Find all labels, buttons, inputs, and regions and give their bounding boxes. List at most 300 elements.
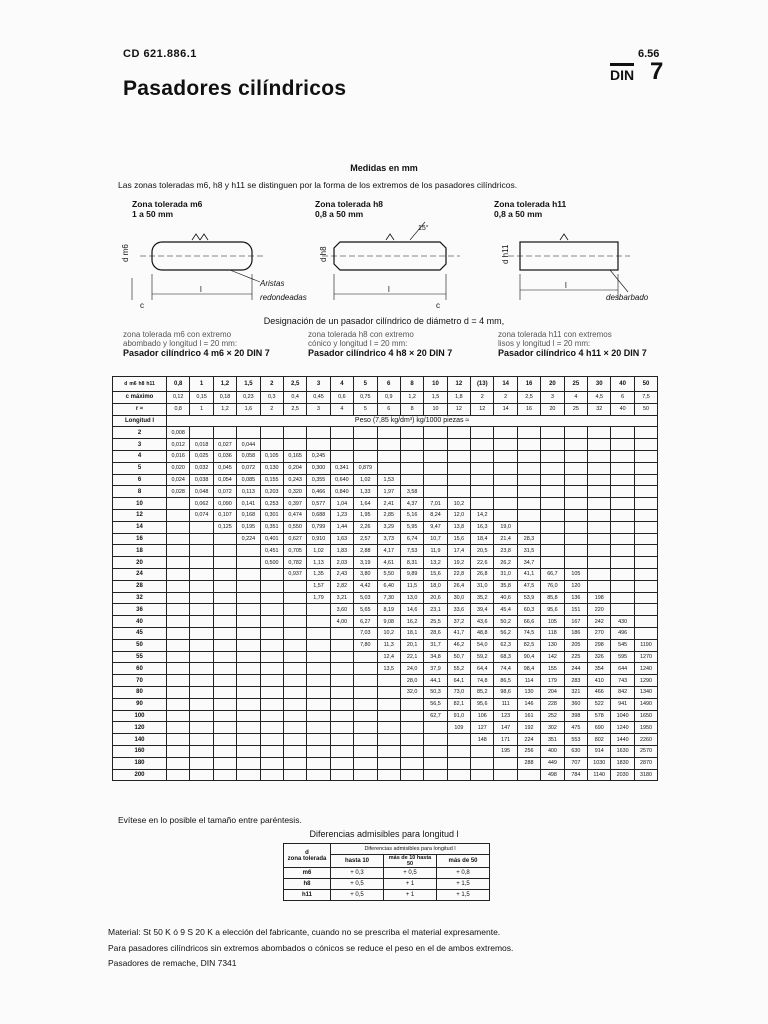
weight-cell (213, 639, 236, 651)
length-cell: 4 (113, 450, 167, 462)
weight-cell (213, 651, 236, 663)
weight-cell (260, 580, 283, 592)
label-c-h8: c (436, 301, 440, 310)
weight-cell (260, 639, 283, 651)
weight-cell: 7,80 (354, 639, 377, 651)
diameter-cell: 10 (424, 377, 447, 392)
weight-cell (564, 545, 587, 557)
weight-cell: 0,466 (307, 486, 330, 498)
r-cell: 4 (330, 403, 353, 415)
r-cell: 10 (424, 403, 447, 415)
label-l-h11: l (565, 281, 567, 290)
diff-col-2: más de 10 hasta 50 (384, 855, 437, 868)
weight-cell (471, 450, 494, 462)
weight-cell: 1240 (611, 722, 634, 734)
weight-cell (634, 509, 657, 521)
weight-cell (190, 710, 213, 722)
weight-cell (377, 439, 400, 451)
weight-cell (377, 769, 400, 781)
weight-cell: 127 (471, 722, 494, 734)
weight-cell: 86,5 (494, 675, 517, 687)
weight-cell (190, 722, 213, 734)
table-row (113, 604, 658, 616)
diameter-cell: 14 (494, 377, 517, 392)
weight-cell: 4,61 (377, 557, 400, 569)
weight-cell (564, 509, 587, 521)
weight-cell (447, 745, 470, 757)
weight-cell (190, 627, 213, 639)
weight-cell (260, 734, 283, 746)
weight-cell: 784 (564, 769, 587, 781)
weight-cell: 0,028 (167, 486, 190, 498)
weight-cell (541, 533, 564, 545)
weight-cell (588, 509, 611, 521)
weight-cell (167, 509, 190, 521)
designation-h11 (498, 330, 678, 358)
weight-cell (400, 698, 423, 710)
length-cell: 24 (113, 568, 167, 580)
weight-cell: 9,47 (424, 521, 447, 533)
weight-cell: 400 (541, 745, 564, 757)
weight-cell (494, 450, 517, 462)
weight-cell (564, 439, 587, 451)
weight-cell (517, 769, 540, 781)
weight-cell: 0,018 (190, 439, 213, 451)
weight-cell: 3,80 (354, 568, 377, 580)
weight-cell (611, 509, 634, 521)
weight-cell: 7,01 (424, 498, 447, 510)
weight-cell (213, 745, 236, 757)
weight-cell (167, 580, 190, 592)
weight-cell: 298 (588, 639, 611, 651)
weight-cell: 496 (611, 627, 634, 639)
weight-cell: 171 (494, 734, 517, 746)
weight-cell: 26,8 (471, 568, 494, 580)
weight-cell: 18,0 (424, 580, 447, 592)
weight-cell (611, 439, 634, 451)
c-cell: 4,5 (588, 392, 611, 404)
length-cell: 50 (113, 639, 167, 651)
c-cell: 0,6 (330, 392, 353, 404)
weight-cell (541, 439, 564, 451)
diff-head-group: Diferencias admisibles para longitud l (331, 844, 490, 855)
weight-cell (260, 769, 283, 781)
weight-cell (611, 462, 634, 474)
weight-cell (424, 462, 447, 474)
weight-cell (377, 675, 400, 687)
weight-cell: 13,2 (424, 557, 447, 569)
weight-cell (447, 450, 470, 462)
weight-cell: 0,074 (190, 509, 213, 521)
weight-cell: 17,4 (447, 545, 470, 557)
weight-cell (260, 592, 283, 604)
weight-cell: 224 (517, 734, 540, 746)
weight-cell (541, 509, 564, 521)
weight-cell: 644 (611, 663, 634, 675)
weight-cell: 398 (564, 710, 587, 722)
diff-col-3: más de 50 (437, 855, 490, 868)
weight-cell: 7,03 (354, 627, 377, 639)
weight-cell: 19,2 (447, 557, 470, 569)
diameter-row (113, 377, 658, 392)
weight-cell (494, 474, 517, 486)
weight-cell (634, 439, 657, 451)
weight-cell: 50,3 (424, 686, 447, 698)
weight-cell (354, 675, 377, 687)
document-code: CD 621.886.1 (123, 48, 197, 60)
weight-cell: 186 (564, 627, 587, 639)
weight-cell (377, 698, 400, 710)
table-row (113, 521, 658, 533)
weight-cell (400, 722, 423, 734)
diameter-cell: 6 (377, 377, 400, 392)
weight-cell (283, 604, 306, 616)
length-cell: 120 (113, 722, 167, 734)
weight-cell: 3,60 (330, 604, 353, 616)
table-row (113, 745, 658, 757)
weight-cell: 4,17 (377, 545, 400, 557)
weight-cell (541, 450, 564, 462)
weight-cell: 0,203 (260, 486, 283, 498)
weight-cell (517, 427, 540, 439)
weight-cell: 34,8 (424, 651, 447, 663)
weight-cell: 16,2 (400, 616, 423, 628)
weight-cell (237, 568, 260, 580)
length-cell: 180 (113, 757, 167, 769)
weight-cell (167, 545, 190, 557)
din-label: DIN (610, 63, 634, 83)
weight-cell: 0,627 (283, 533, 306, 545)
weight-cell: 0,474 (283, 509, 306, 521)
weight-cell (424, 427, 447, 439)
r-cell: 0,8 (167, 403, 190, 415)
weight-cell: 130 (541, 639, 564, 651)
weight-cell: 15,6 (424, 568, 447, 580)
label-l-m6: l (200, 285, 202, 294)
weight-cell (283, 722, 306, 734)
zone-m6-header (132, 199, 202, 219)
weight-cell: 326 (588, 651, 611, 663)
d-label: d (124, 380, 128, 387)
weight-cell: 95,6 (541, 604, 564, 616)
weight-cell: 44,1 (424, 675, 447, 687)
weight-cell (611, 580, 634, 592)
weight-cell: 0,840 (330, 486, 353, 498)
weight-cell: 0,072 (213, 486, 236, 498)
weight-cell (307, 604, 330, 616)
label-d-h11: d h11 (501, 244, 510, 264)
weight-cell (354, 757, 377, 769)
diameter-cell: (13) (471, 377, 494, 392)
weight-cell (377, 722, 400, 734)
weight-cell: 161 (517, 710, 540, 722)
table-row (113, 533, 658, 545)
r-cell: 2 (260, 403, 283, 415)
weight-cell: 37,2 (447, 616, 470, 628)
weight-cell: 0,910 (307, 533, 330, 545)
weight-cell (213, 557, 236, 569)
weight-cell (634, 521, 657, 533)
weight-cell: 35,2 (471, 592, 494, 604)
weight-cell: 46,2 (447, 639, 470, 651)
weight-cell (260, 616, 283, 628)
weight-cell: 1,33 (354, 486, 377, 498)
weight-cell: 8,19 (377, 604, 400, 616)
weight-cell (354, 722, 377, 734)
weight-cell: 3,73 (377, 533, 400, 545)
weight-cell (564, 533, 587, 545)
table-row (113, 427, 658, 439)
weight-cell (237, 686, 260, 698)
weight-cell: 270 (588, 627, 611, 639)
weight-cell: 1,53 (377, 474, 400, 486)
weight-cell: 2030 (611, 769, 634, 781)
table-row (113, 698, 658, 710)
length-cell: 100 (113, 710, 167, 722)
weight-cell: 105 (564, 568, 587, 580)
table-row (113, 439, 658, 451)
weight-cell (611, 557, 634, 569)
weight-cell: 2,26 (354, 521, 377, 533)
weight-cell (307, 639, 330, 651)
weight-cell: 0,141 (237, 498, 260, 510)
zone-m6-title: Zona tolerada m6 (132, 199, 203, 209)
weight-cell (237, 627, 260, 639)
length-cell: 45 (113, 627, 167, 639)
weight-cell (213, 686, 236, 698)
weight-cell: 545 (611, 639, 634, 651)
weight-cell: 0,195 (237, 521, 260, 533)
diameter-cell: 12 (447, 377, 470, 392)
weight-cell: 5,50 (377, 568, 400, 580)
weight-cell: 2570 (634, 745, 657, 757)
weight-cell (611, 498, 634, 510)
r-cell: 50 (634, 403, 657, 415)
weight-cell: 13,8 (447, 521, 470, 533)
weight-cell (400, 462, 423, 474)
weight-cell (400, 450, 423, 462)
weight-cell (167, 757, 190, 769)
weight-cell: 0,204 (283, 462, 306, 474)
diff-col-1: hasta 10 (331, 855, 384, 868)
weight-cell: 31,0 (471, 580, 494, 592)
weight-cell (213, 568, 236, 580)
weight-cell (494, 498, 517, 510)
weight-cell: 23,1 (424, 604, 447, 616)
weight-cell: 1190 (634, 639, 657, 651)
weight-cell: 130 (517, 686, 540, 698)
weight-cell (634, 474, 657, 486)
designation-h8-line2: cónico y longitud l = 20 mm: (308, 339, 408, 348)
weight-cell (307, 616, 330, 628)
weight-cell: 1140 (588, 769, 611, 781)
weight-cell (611, 427, 634, 439)
weight-cell (471, 427, 494, 439)
weight-cell (237, 745, 260, 757)
r-cell: 2,5 (283, 403, 306, 415)
weight-cell (447, 734, 470, 746)
weight-cell (213, 663, 236, 675)
weight-cell: 1340 (634, 686, 657, 698)
weight-cell (190, 545, 213, 557)
weight-cell (424, 450, 447, 462)
length-cell: 20 (113, 557, 167, 569)
weight-cell: 6,40 (377, 580, 400, 592)
length-cell: 18 (113, 545, 167, 557)
weight-cell: 41,1 (517, 568, 540, 580)
table-row (113, 734, 658, 746)
label-l-h8: l (388, 285, 390, 294)
weight-cell: 0,355 (307, 474, 330, 486)
table-row (113, 545, 658, 557)
weight-cell: 10,7 (424, 533, 447, 545)
weight-cell (447, 769, 470, 781)
weight-cell: 3,21 (330, 592, 353, 604)
diameter-cell: 30 (588, 377, 611, 392)
weight-cell: 1,57 (307, 580, 330, 592)
weight-cell: 7,53 (400, 545, 423, 557)
weight-cell: 498 (541, 769, 564, 781)
diameter-cell: 25 (564, 377, 587, 392)
weight-cell: 20,1 (400, 639, 423, 651)
weight-cell: 179 (541, 675, 564, 687)
weight-cell: 82,5 (517, 639, 540, 651)
weight-cell (588, 486, 611, 498)
weight-cell (213, 675, 236, 687)
table-row (113, 462, 658, 474)
weight-cell (213, 616, 236, 628)
label-desbarbado: desbarbado (606, 293, 649, 302)
weight-cell (283, 580, 306, 592)
weight-cell (634, 557, 657, 569)
weight-cell: 54,0 (471, 639, 494, 651)
weight-cell (634, 462, 657, 474)
weight-cell (517, 486, 540, 498)
weight-cell (424, 734, 447, 746)
weight-cell: 256 (517, 745, 540, 757)
table-row (113, 769, 658, 781)
weight-cell: 2,03 (330, 557, 353, 569)
label-d-m6: d m6 (121, 244, 130, 262)
weight-cell: 31,0 (494, 568, 517, 580)
weight-cell (213, 698, 236, 710)
weight-cell (167, 675, 190, 687)
diameter-cell: 0,8 (167, 377, 190, 392)
weight-cell: 1240 (634, 663, 657, 675)
r-cell: 1 (190, 403, 213, 415)
length-cell: 90 (113, 698, 167, 710)
weight-cell: 8,31 (400, 557, 423, 569)
weight-cell (471, 757, 494, 769)
weight-cell (190, 592, 213, 604)
weight-cell: 802 (588, 734, 611, 746)
weight-cell: 40,6 (494, 592, 517, 604)
weight-cell (494, 462, 517, 474)
weight-cell: 0,027 (213, 439, 236, 451)
weight-cell: 73,0 (447, 686, 470, 698)
weight-cell: 0,072 (237, 462, 260, 474)
weight-cell (634, 427, 657, 439)
weight-cell: 0,782 (283, 557, 306, 569)
weight-cell (400, 769, 423, 781)
c-row (113, 392, 658, 404)
weight-cell (237, 557, 260, 569)
tol-label: m6 (129, 380, 137, 387)
parenthesis-note: Evítese en lo posible el tamaño entre paréntesis. (118, 815, 302, 825)
weight-cell (237, 710, 260, 722)
label-d-h8: d h8 (319, 246, 328, 262)
length-cell: 140 (113, 734, 167, 746)
weight-cell (611, 592, 634, 604)
weight-cell: 20,5 (471, 545, 494, 557)
weight-cell (588, 545, 611, 557)
weight-cell (634, 627, 657, 639)
c-cell: 2,5 (517, 392, 540, 404)
weight-cell: 2,43 (330, 568, 353, 580)
weight-cell: 123 (494, 710, 517, 722)
c-cell: 1,2 (400, 392, 423, 404)
weight-cell: 410 (588, 675, 611, 687)
weight-cell: 66,7 (541, 568, 564, 580)
weight-cell (283, 651, 306, 663)
table-row (113, 651, 658, 663)
weight-cell (354, 663, 377, 675)
weight-cell: 1270 (634, 651, 657, 663)
zone-m6-range: 1 a 50 mm (132, 209, 174, 219)
weight-cell (283, 663, 306, 675)
c-cell: 2 (494, 392, 517, 404)
weight-cell: 242 (588, 616, 611, 628)
weight-cell (167, 616, 190, 628)
weight-cell (611, 486, 634, 498)
weight-cell (190, 616, 213, 628)
weight-cell: 0,130 (260, 462, 283, 474)
weight-cell: 146 (517, 698, 540, 710)
weight-cell: 43,6 (471, 616, 494, 628)
weight-cell: 28,3 (517, 533, 540, 545)
weight-cell (213, 604, 236, 616)
r-cell: 40 (611, 403, 634, 415)
weight-cell: 31,5 (517, 545, 540, 557)
designation-m6 (123, 330, 303, 358)
weight-cell (424, 439, 447, 451)
weight-cell: 0,048 (190, 486, 213, 498)
weight-cell: 0,020 (167, 462, 190, 474)
weight-cell: 95,6 (471, 698, 494, 710)
weight-cell: 2,88 (354, 545, 377, 557)
table-row (113, 498, 658, 510)
weight-cell: 22,1 (400, 651, 423, 663)
weight-cell: 351 (541, 734, 564, 746)
weight-cell (634, 568, 657, 580)
r-cell: 1,6 (237, 403, 260, 415)
weight-cell: 55,2 (447, 663, 470, 675)
weight-cell (260, 675, 283, 687)
weight-cell (634, 616, 657, 628)
weight-cell: 22,8 (447, 568, 470, 580)
weight-cell (283, 710, 306, 722)
weight-cell (307, 710, 330, 722)
diameter-header-cell (113, 377, 167, 392)
weight-cell (517, 439, 540, 451)
weight-cell: 5,16 (400, 509, 423, 521)
diff-m6-1: + 0,3 (331, 868, 384, 879)
length-cell: 2 (113, 427, 167, 439)
weight-cell (237, 580, 260, 592)
weight-cell: 13,0 (400, 592, 423, 604)
weight-cell (354, 651, 377, 663)
designation-h8 (308, 330, 498, 358)
